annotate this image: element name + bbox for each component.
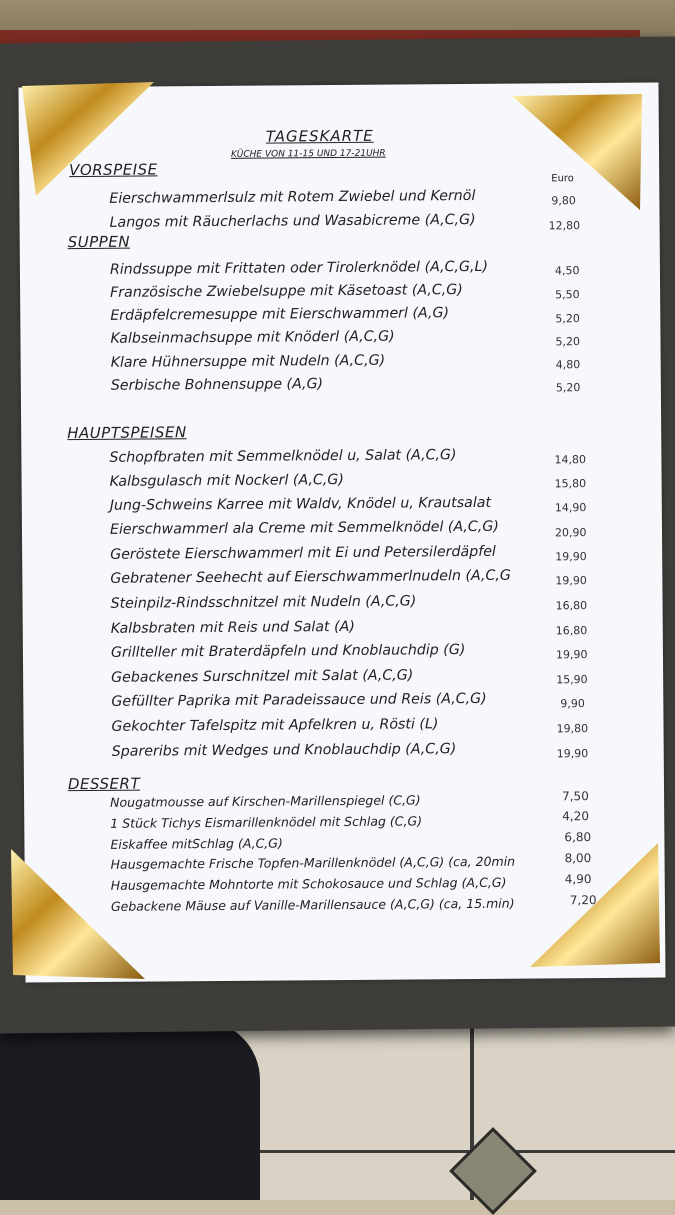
menu-item: Kalbseinmachsuppe mit Knöderl (A,C,G) [110,328,395,347]
menu-item: Hausgemachte Mohntorte mit Schokosauce und Schlag (A,C,G) [110,874,507,893]
menu-item-price: 5,20 [555,335,581,349]
menu-item-price: 20,90 [554,526,587,540]
menu-item: Serbische Bohnensuppe (A,G) [110,376,324,394]
menu-item-price: 19,90 [555,550,587,564]
menu-item-price: 16,80 [555,624,588,638]
menu-title: TAGESKARTE [265,126,374,146]
menu-item: Eiskaffee mitSchlag (A,C,G) [110,835,283,852]
menu-item-price: 9,80 [551,194,576,208]
menu-item: Erdäpfelcremesuppe mit Eierschwammerl (A,G) [110,305,450,324]
menu-item: Hausgemachte Frische Topfen-Marillenknödel (A,C,G) (ca, 20min [110,853,516,872]
menu-item-price: 7,50 [562,789,589,804]
menu-item: Spareribs mit Wedges und Knoblauchdip (A,C,G) [111,741,457,760]
menu-item-price: 4,20 [562,809,590,824]
menu-item-price: 4,80 [555,358,581,372]
gold-photo-corner [5,845,155,995]
menu-item-price: 4,50 [554,264,580,278]
menu-item: Schopfbraten mit Semmelknödel u, Salat (A,C,G) [109,447,457,466]
tile-grout [230,1150,675,1153]
menu-item: Eierschwammerlsulz mit Rotem Zwiebel und Kernöl [109,187,476,207]
menu-item-price: 15,90 [556,673,588,687]
menu-item: Gekochter Tafelspitz mit Apfelkren u, Rösti (L) [111,716,439,735]
menu-item-price: 14,80 [554,453,586,467]
menu-item: Rindssuppe mit Frittaten oder Tirolerknödel (A,C,G,L) [109,258,489,278]
section-heading-suppen: SUPPEN [67,232,131,252]
gold-photo-corner [14,78,164,228]
menu-item-price: 8,00 [564,851,592,866]
menu-item: Französische Zwiebelsuppe mit Käsetoast (A,C,G) [110,282,463,301]
menu-item-price: 4,90 [564,872,592,887]
menu-item-price: 16,80 [555,599,588,613]
menu-item: Gebratener Seehecht auf Eierschwammerlnudeln (A,C,G [110,567,511,587]
menu-item-price: 19,90 [555,574,587,588]
menu-item: Gebackene Mäuse auf Vanille-Marillensauce (A,C,G) (ca, 15.min) [110,895,515,914]
menu-item-price: 6,80 [564,830,592,845]
section-heading-vorspeise: VORSPEISE [69,160,158,180]
section-heading-dessert: DESSERT [67,774,141,794]
menu-item-price: 5,50 [555,288,580,302]
menu-hours: KÜCHE VON 11-15 UND 17-21UHR [230,148,386,160]
dark-fabric [0,1020,260,1200]
menu-item: Gebackenes Surschnitzel mit Salat (A,C,G) [111,667,414,686]
menu-item: Kalbsbraten mit Reis und Salat (A) [110,618,355,637]
menu-item-price: 12,80 [548,219,581,233]
menu-item: Grillteller mit Braterdäpfeln und Knoblauchdip (G) [110,642,466,661]
menu-item-price: 19,90 [556,747,589,761]
menu-item: Eierschwammerl ala Creme mit Semmelknödel (A,C,G) [109,518,499,538]
menu-item: Klare Hühnersuppe mit Nudeln (A,C,G) [110,352,386,371]
currency-label: Euro [551,173,574,185]
menu-item: Jung-Schweins Karree mit Waldv, Knödel u, Krautsalat [109,494,492,514]
menu-item-price: 5,20 [555,381,581,395]
menu-item: 1 Stück Tichys Eismarillenknödel mit Schlag (C,G) [110,813,423,831]
menu-item: Nougatmousse auf Kirschen-Marillenspiegel (C,G) [110,792,421,810]
section-heading-hauptspeisen: HAUPTSPEISEN [67,423,187,443]
menu-item-price: 14,90 [554,501,587,515]
menu-item: Geröstete Eierschwammerl mit Ei und Petersilerdäpfel [110,543,496,563]
menu-item-price: 7,20 [569,893,597,908]
gold-photo-corner [520,835,670,985]
menu-item-price: 9,90 [560,697,585,711]
menu-item: Gefüllter Paprika mit Paradeissauce und Reis (A,C,G) [111,690,487,710]
menu-item-price: 5,20 [555,312,580,326]
gold-photo-corner [500,90,650,240]
menu-item-price: 15,80 [554,477,587,491]
menu-item: Steinpilz-Rindsschnitzel mit Nudeln (A,C,G) [110,593,417,612]
menu-item-price: 19,80 [556,722,589,736]
menu-item: Langos mit Räucherlachs und Wasabicreme (A,C,G) [109,211,476,231]
menu-item-price: 19,90 [555,648,588,662]
menu-item: Kalbsgulasch mit Nockerl (A,C,G) [109,471,344,490]
